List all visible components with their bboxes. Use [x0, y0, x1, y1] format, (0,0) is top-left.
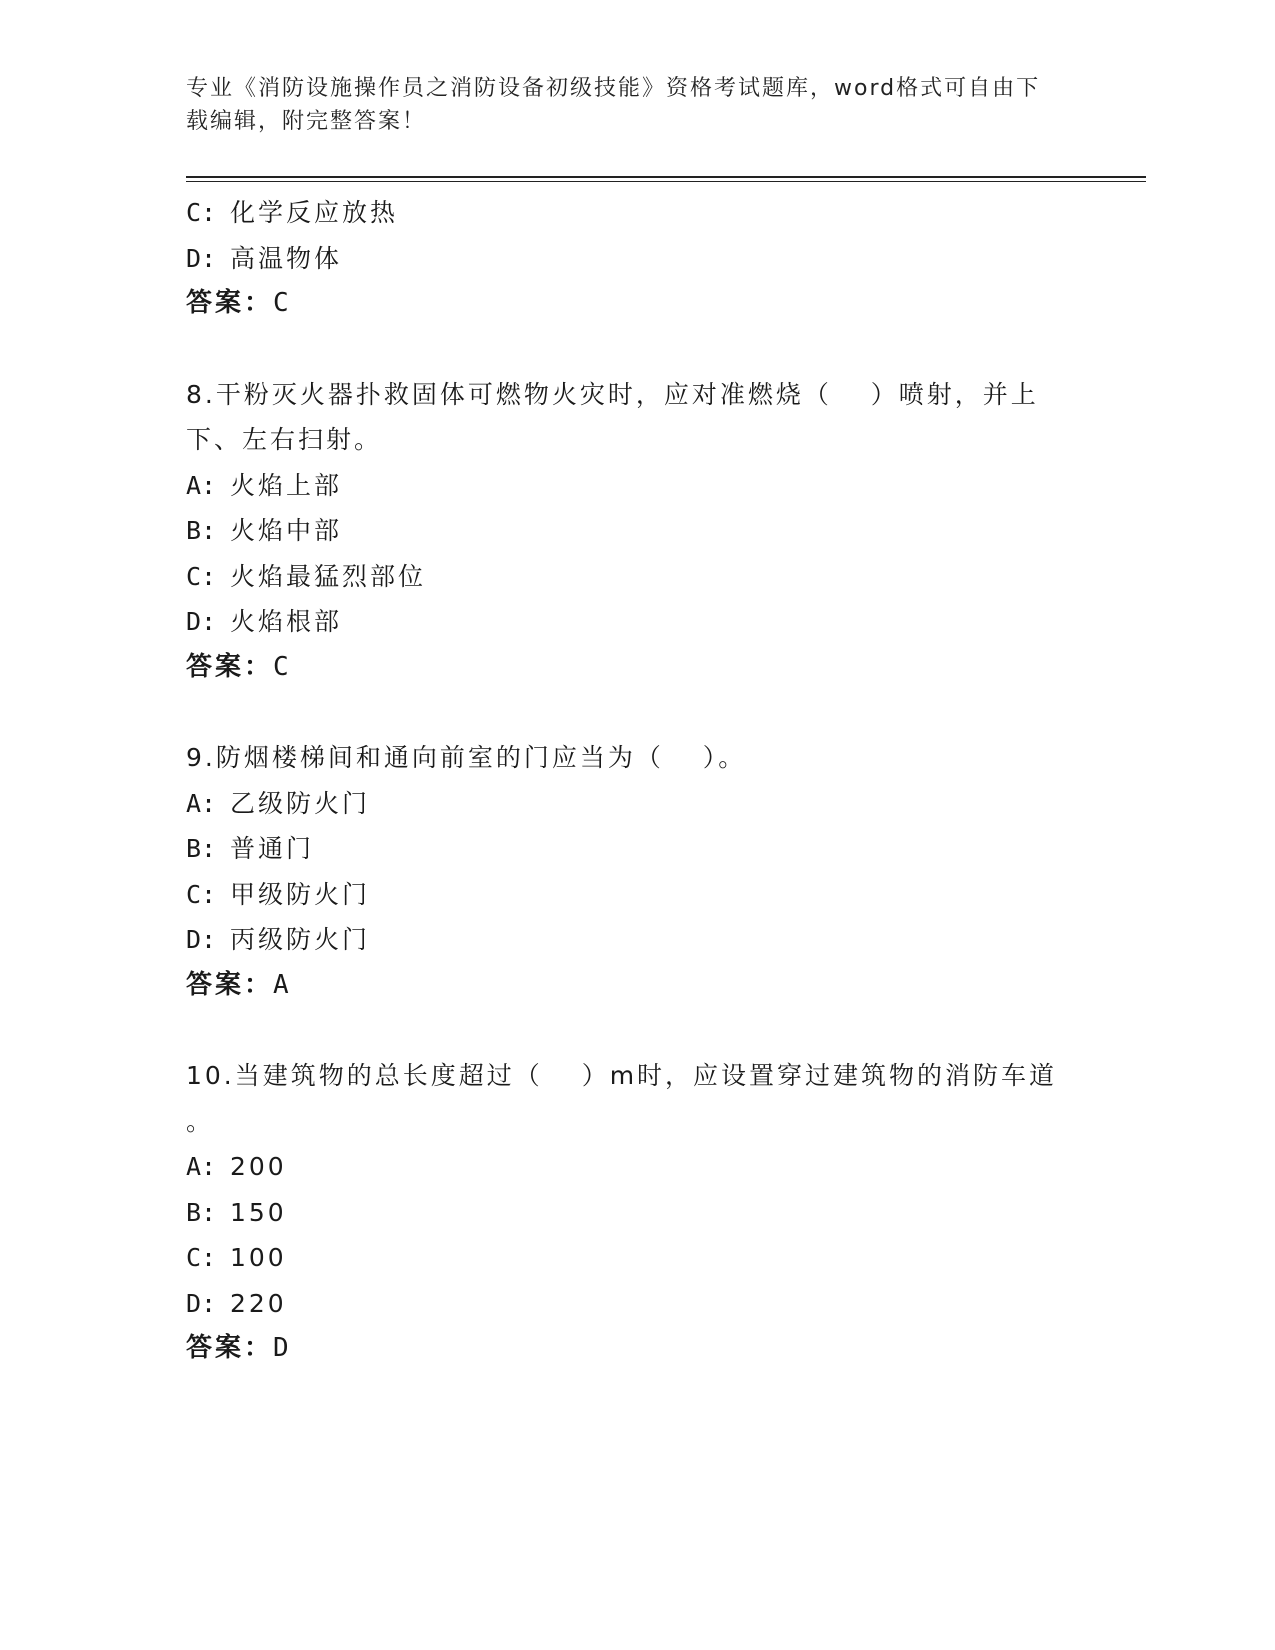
- option-label: D:: [186, 243, 217, 273]
- option-text: 220: [230, 1288, 287, 1318]
- option-text: 100: [230, 1243, 287, 1272]
- answer-label: 答案：: [186, 969, 274, 1000]
- option-c: [186, 872, 1066, 918]
- answer-value: C: [273, 288, 292, 318]
- option-text: 200: [230, 1152, 287, 1181]
- option-text: 丙级防火门: [230, 925, 371, 954]
- option-text: 火焰上部: [230, 470, 343, 500]
- question-10: [186, 1053, 1066, 1372]
- option-label: D:: [186, 925, 217, 954]
- answer-label: 答案：: [186, 1333, 274, 1363]
- option-text: 乙级防火门: [230, 788, 371, 818]
- option-b: [186, 508, 1066, 554]
- question-8: [186, 372, 1066, 691]
- option-label: D:: [186, 607, 217, 636]
- option-text: 150: [230, 1197, 287, 1227]
- answer-line: [186, 1326, 1066, 1372]
- option-label: A:: [186, 788, 217, 818]
- option-text: 高温物体: [230, 243, 343, 273]
- question-7-tail: [186, 190, 1066, 327]
- option-label: C:: [186, 879, 217, 909]
- question-line-2: 。: [186, 1106, 215, 1136]
- option-label: C:: [186, 198, 217, 227]
- answer-line: [186, 645, 1066, 691]
- spacer: [186, 1008, 1066, 1053]
- option-a: [186, 1144, 1066, 1190]
- option-a: [186, 781, 1066, 827]
- document-header: [186, 72, 1066, 138]
- option-d: [186, 1281, 1066, 1327]
- option-label: A:: [186, 1152, 217, 1181]
- answer-value: C: [273, 651, 292, 682]
- option-text: 普通门: [230, 834, 315, 863]
- option-text: 甲级防火门: [230, 879, 371, 909]
- answer-label: 答案：: [186, 651, 274, 682]
- header-line-1: 专业《消防设施操作员之消防设备初级技能》资格考试题库，word格式可自由下: [186, 76, 1041, 101]
- option-b: [186, 826, 1066, 872]
- option-label: C:: [186, 1243, 217, 1272]
- answer-value: A: [273, 969, 292, 1000]
- option-d: [186, 599, 1066, 645]
- question-9: [186, 735, 1066, 1008]
- option-b: [186, 1190, 1066, 1236]
- question-text: [186, 735, 1066, 781]
- option-c: [186, 1235, 1066, 1281]
- answer-line: [186, 963, 1066, 1009]
- option-a: [186, 463, 1066, 509]
- spacer: [186, 690, 1066, 735]
- question-line-1: 10.当建筑物的总长度超过（ ）m时，应设置穿过建筑物的消防车道: [186, 1061, 1058, 1090]
- answer-line: [186, 281, 1066, 327]
- answer-value: D: [273, 1333, 292, 1363]
- option-text: 化学反应放热: [230, 198, 399, 227]
- option-label: A:: [186, 470, 217, 500]
- header-rule-thick: [186, 176, 1146, 178]
- question-list: [186, 190, 1066, 1372]
- question-text: [186, 372, 1066, 463]
- option-text: 火焰最猛烈部位: [230, 561, 427, 591]
- spacer: [186, 327, 1066, 372]
- option-text: 火焰根部: [230, 607, 343, 636]
- option-d: [186, 917, 1066, 963]
- question-text: [186, 1053, 1066, 1144]
- option-c: [186, 554, 1066, 600]
- option-label: B:: [186, 834, 217, 863]
- option-c: [186, 190, 1066, 236]
- question-line-2: 下、左右扫射。: [186, 425, 383, 454]
- option-label: C:: [186, 561, 217, 591]
- question-line-1: 8.干粉灭火器扑救固体可燃物火灾时，应对准燃烧（ ）喷射，并上: [186, 379, 1039, 409]
- header-line-2: 载编辑，附完整答案！: [186, 109, 427, 134]
- option-label: D:: [186, 1288, 217, 1318]
- option-text: 火焰中部: [230, 516, 343, 545]
- option-label: B:: [186, 1197, 217, 1227]
- option-d: [186, 236, 1066, 282]
- answer-label: 答案：: [186, 288, 274, 318]
- question-line-1: 9.防烟楼梯间和通向前室的门应当为（ ）。: [186, 743, 747, 772]
- header-rule-thin: [186, 181, 1146, 182]
- option-label: B:: [186, 516, 217, 545]
